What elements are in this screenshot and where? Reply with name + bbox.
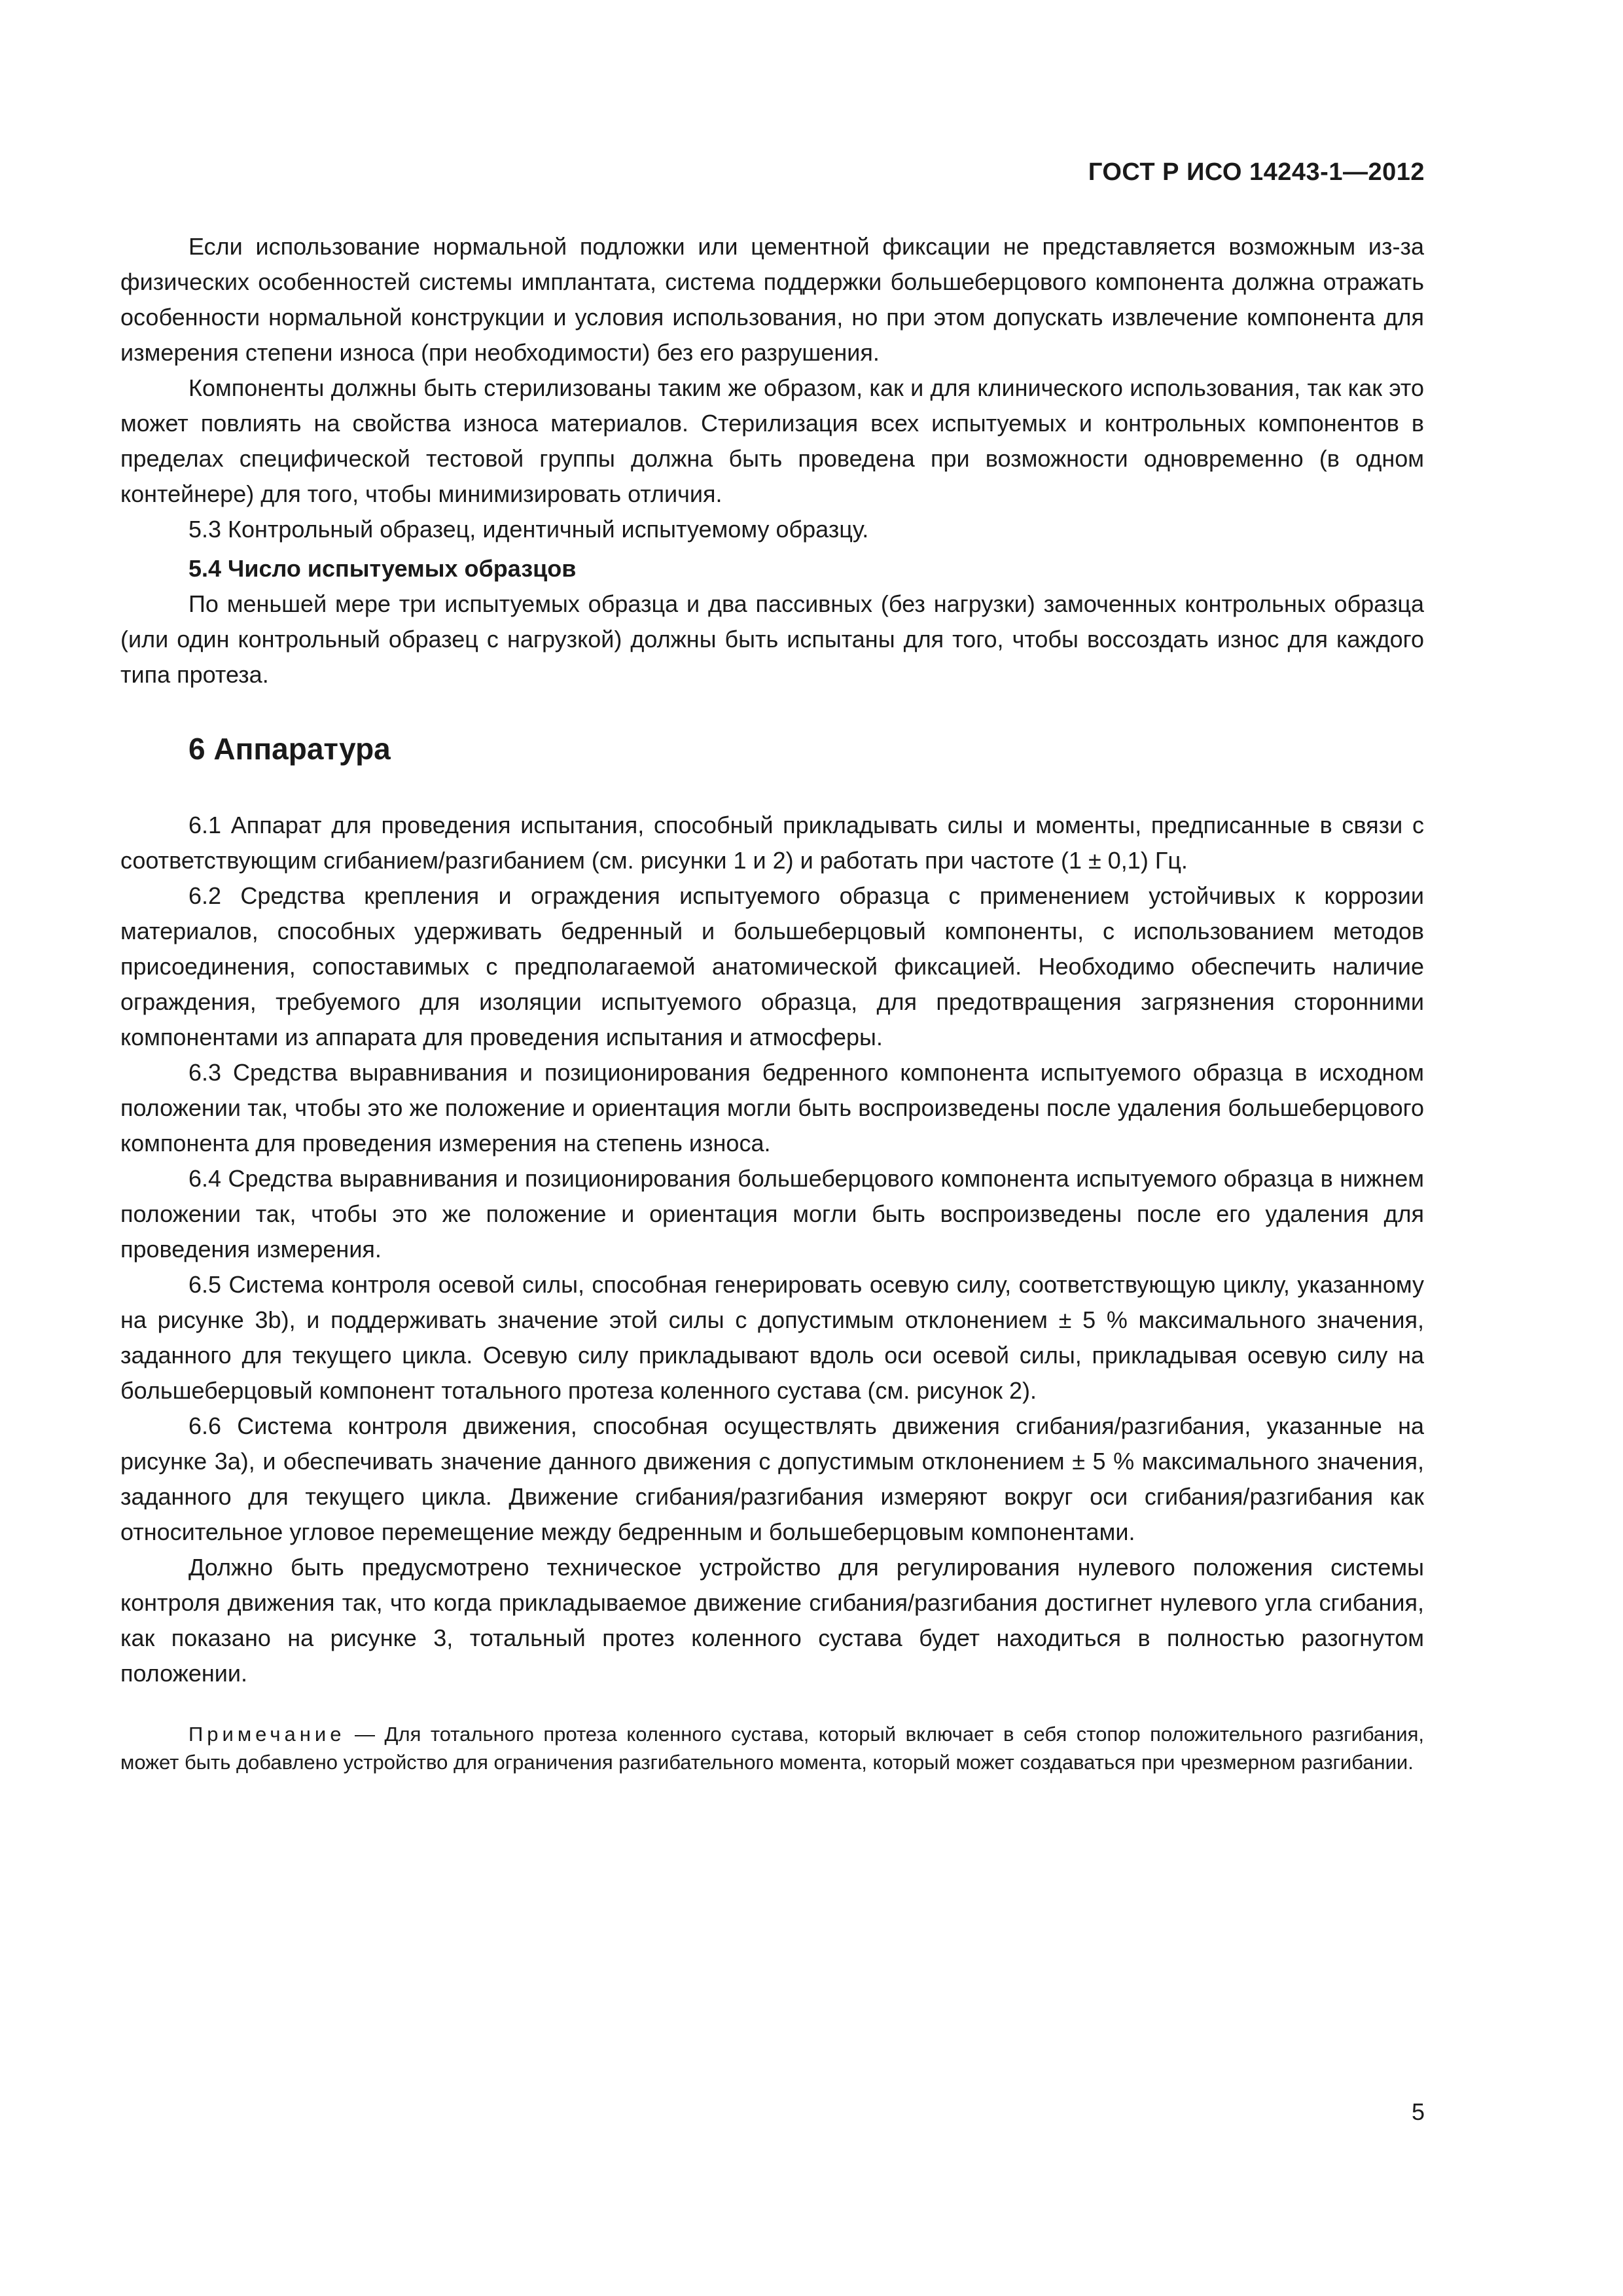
section-title: 6 Аппаратура: [188, 732, 391, 766]
note-separator: —: [345, 1723, 385, 1746]
paragraph: 6.4 Средства выравнивания и позиционирования большеберцового компонента испытуемого образца в нижнем положении так, чтобы это же положение и ориентация могли быть воспроизведены после его удаления для проведения измерения.: [120, 1165, 1424, 1263]
paragraph: Если использование нормальной подложки или цементной фиксации не представляется возможным из-за физических особенностей системы имплантата, система поддержки большеберцового компонента должна отражать особенности нормальной конструкции и условия использования, но при этом допускать извлечение компонента для измерения степени износа (при необходимости) без его разрушения.: [120, 233, 1424, 366]
paragraph: 6.2 Средства крепления и ограждения испытуемого образца с применением устойчивых к коррозии материалов, способных удерживать бедренный и большеберцовый компоненты, с использованием методов присоединения, сопоставимых с предполагаемой анатомической фиксацией. Необходимо обеспечить наличие ограждения, требуемого для изоляции испытуемого образца, для предотвращения загрязнения сторонними компонентами из аппарата для проведения испытания и атмосферы.: [120, 882, 1424, 1050]
paragraph: Должно быть предусмотрено техническое устройство для регулирования нулевого положения системы контроля движения так, что когда прикладываемое движение сгибания/разгибания достигнет нулевого угла сгибания, как показано на рисунке 3, тотальный протез коленного сустава будет находиться в полностью разогнутом положении.: [120, 1554, 1424, 1687]
note-label: Примечание: [188, 1723, 346, 1746]
paragraph: По меньшей мере три испытуемых образца и два пассивных (без нагрузки) замоченных контрольных образца (или один контрольный образец с нагрузкой) должны быть испытаны для того, чтобы воссоздать износ для каждого типа протеза.: [120, 590, 1424, 688]
subsection-title: 5.4 Число испытуемых образцов: [188, 555, 577, 582]
note-text: Для тотального протеза коленного сустава, который включает в себя стопор положительного разгибания, может быть добавлено устройство для ограничения разгибательного момента, который может создаваться при чрезмерном разгибании.: [120, 1723, 1424, 1774]
paragraph: 6.1 Аппарат для проведения испытания, способный прикладывать силы и моменты, предписанные в связи с соответствующим сгибанием/разгибанием (см. рисунки 1 и 2) и работать при частоте (1 ± 0,1) Гц.: [120, 812, 1424, 874]
page-number: 5: [1411, 2098, 1425, 2125]
paragraph: 6.6 Система контроля движения, способная осуществлять движения сгибания/разгибания, указанные на рисунке 3а), и обеспечивать значение данного движения с допустимым отклонением ± 5 % максимального значения, заданного для текущего цикла. Движение сгибания/разгибания измеряют вокруг оси сгибания/разгибания как относительное угловое перемещение между бедренным и большеберцовым компонентами.: [120, 1412, 1424, 1545]
document-body: [120, 229, 1424, 1776]
paragraph: 6.5 Система контроля осевой силы, способная генерировать осевую силу, соответствующую циклу, указанному на рисунке 3b), и поддерживать значение этой силы с допустимым отклонением ± 5 % максимального значения, заданного для текущего цикла. Осевую силу прикладывают вдоль оси осевой силы, прикладывая осевую силу на большеберцовый компонент тотального протеза коленного сустава (см. рисунок 2).: [120, 1271, 1424, 1404]
paragraph: 5.3 Контрольный образец, идентичный испытуемому образцу.: [188, 516, 869, 543]
paragraph: Компоненты должны быть стерилизованы таким же образом, как и для клинического использования, так как это может повлиять на свойства износа материалов. Стерилизация всех испытуемых и контрольных компонентов в пределах специфической тестовой группы должна быть проведена при возможности одновременно (в одном контейнере) для того, чтобы минимизировать отличия.: [120, 374, 1424, 507]
note: [120, 1720, 1424, 1776]
document-header: ГОСТ Р ИСО 14243-1—2012: [1088, 158, 1425, 186]
paragraph: 6.3 Средства выравнивания и позиционирования бедренного компонента испытуемого образца в исходном положении так, чтобы это же положение и ориентация могли быть воспроизведены после удаления большеберцового компонента для проведения измерения на степень износа.: [120, 1059, 1424, 1157]
